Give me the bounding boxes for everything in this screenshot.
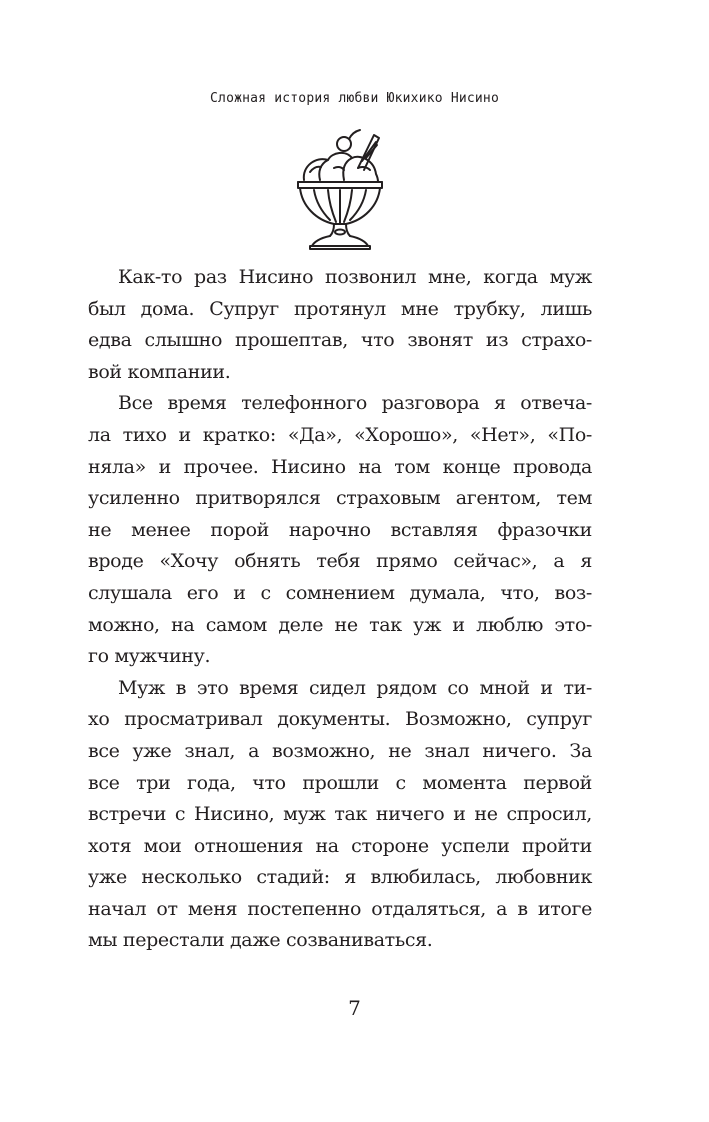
running-head: Сложная история любви Юкихико Нисино: [210, 91, 499, 106]
text-line: можно, на самом деле не так уж и люблю это-: [88, 613, 592, 636]
paragraph-3: [88, 673, 592, 957]
text-line: вой компании.: [88, 360, 231, 383]
text-line: хо просматривал документы. Возможно, супруг: [88, 708, 592, 731]
text-line: ла тихо и кратко: «Да», «Хорошо», «Нет», «По-: [88, 423, 592, 446]
text-line: едва слышно прошептав, что звонят из страхо-: [88, 329, 592, 352]
text-line: го мужчину.: [88, 645, 211, 668]
paragraph-2: [88, 388, 592, 672]
text-line: мы перестали даже созваниваться.: [88, 929, 433, 952]
text-line: хотя мои отношения на стороне успели пройти: [88, 834, 592, 857]
body-text: [88, 262, 592, 957]
text-line: усиленно притворялся страховым агентом, тем: [88, 487, 592, 510]
text-line: все три года, что прошли с момента первой: [88, 771, 592, 794]
text-line: Все время телефонного разговора я отвеча-: [118, 392, 592, 415]
text-line: начал от меня постепенно отдаляться, а в итоге: [88, 897, 592, 920]
text-line: няла» и прочее. Нисино на том конце провода: [88, 455, 592, 478]
text-line: Как-то раз Нисино позвонил мне, когда муж: [118, 266, 592, 288]
text-line: уже несколько стадий: я влюбилась, любовник: [88, 866, 592, 889]
text-line: слушала его и с сомнением думала, что, воз-: [88, 581, 592, 604]
text-line: все уже знал, а возможно, не знал ничего. За: [88, 739, 592, 762]
text-line: не менее порой нарочно вставляя фразочки: [88, 518, 592, 541]
text-line: встречи с Нисино, муж так ничего и не спросил,: [88, 803, 592, 826]
text-line: был дома. Супруг протянул мне трубку, лишь: [88, 297, 592, 320]
text-line: Муж в это время сидел рядом со мной и ти-: [118, 676, 592, 699]
text-line: вроде «Хочу обнять тебя прямо сейчас», а я: [88, 550, 592, 573]
ice-cream-sundae-icon: [294, 128, 386, 252]
paragraph-1: [88, 262, 592, 388]
page-number: 7: [348, 996, 361, 1020]
